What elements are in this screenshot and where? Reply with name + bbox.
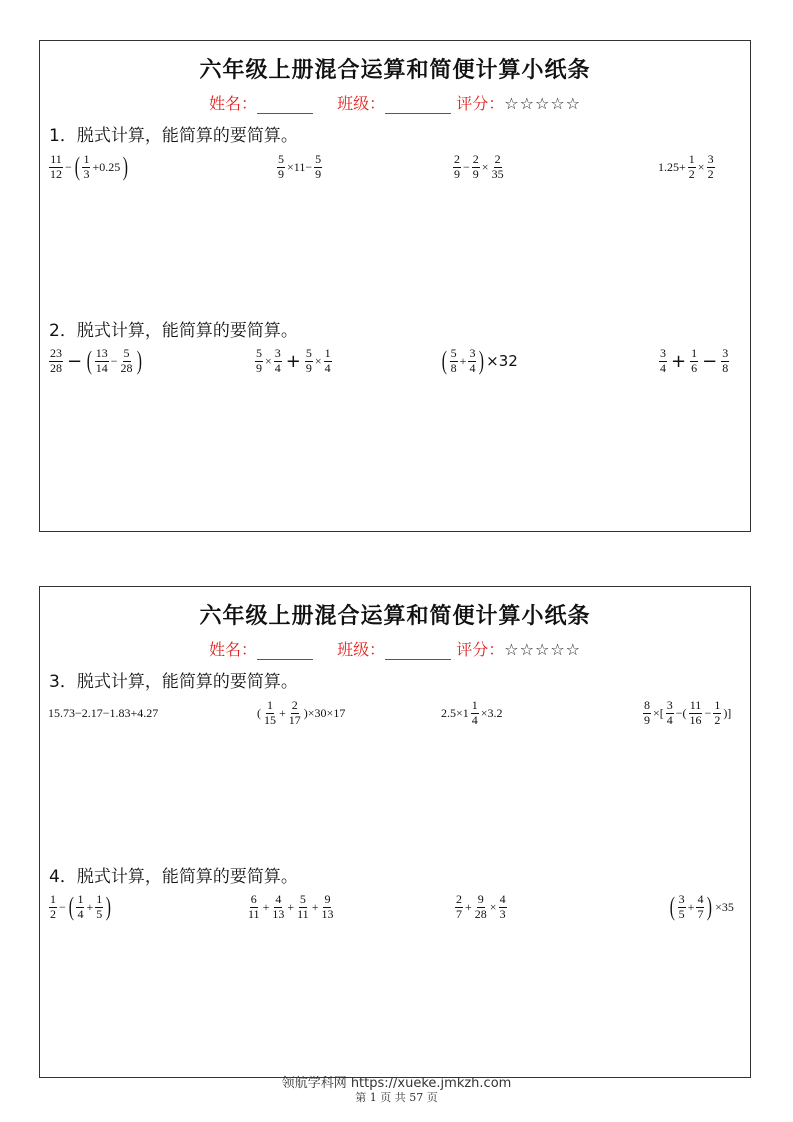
section-heading-4: 4．脱式计算，能简算的要简算。 [49, 867, 298, 887]
class-blank[interactable] [385, 97, 451, 114]
worksheet-title: 六年级上册混合运算和简便计算小纸条 [199, 604, 591, 629]
problem-1c: $\frac{2}{9}$ − $\frac{2}{9}$ × $\frac{2}{35}$ [454, 151, 504, 181]
problem-3d: $\frac{8}{9}$ ×[ $\frac{3}{4}$ −( $\frac{11}{16}$ − $\frac{1}{2}$ )] [644, 697, 732, 727]
section-heading-3: 3．脱式计算，能简算的要简算。 [49, 672, 298, 692]
source-footer: 领航学科网 https://xueke.jmkzh.com [281, 1076, 512, 1091]
problem-1a: $\frac{11}{12}$ − ( $\frac{1}{3}$ +0.25 ) [50, 151, 129, 181]
problem-1d: 1.25+ $\frac{1}{2}$ × $\frac{3}{2}$ [658, 151, 714, 181]
problem-4a: $\frac{1}{2}$ − ( $\frac{1}{4}$ + $\frac{1}{5}$ ) [50, 891, 112, 921]
rating-stars[interactable]: ☆☆☆☆☆ [504, 94, 582, 113]
problem-2c: ( $\frac{5}{8}$ + $\frac{3}{4}$ ) ×32 [441, 345, 518, 375]
student-info-line [40, 637, 750, 660]
problem-3b: ( $\frac{1}{15}$ + $\frac{2}{17}$ )×30×17 [257, 697, 346, 727]
problem-2b: $\frac{5}{9}$ × $\frac{3}{4}$ + $\frac{5}{9}$ × $\frac{1}{4}$ [256, 345, 331, 375]
worksheet-card-2 [39, 586, 751, 1078]
score-label: 评分： [456, 94, 505, 113]
name-blank[interactable] [257, 643, 313, 660]
problem-4b: $\frac{6}{11}$ + $\frac{4}{13}$ + $\frac{5}{11}$ + $\frac{9}{13}$ [248, 891, 334, 921]
page-number: 第 1 页 共 57 页 [355, 1091, 438, 1104]
problem-row-3 [48, 693, 742, 733]
class-label: 班级： [337, 640, 386, 659]
section-heading-2: 2．脱式计算，能简算的要简算。 [49, 321, 298, 341]
problem-row-2 [48, 341, 742, 381]
name-label: 姓名： [208, 640, 257, 659]
problem-4d: ( $\frac{3}{5}$ + $\frac{4}{7}$ ) ×35 [669, 891, 734, 921]
rating-stars[interactable]: ☆☆☆☆☆ [504, 640, 582, 659]
worksheet-card-1 [39, 40, 751, 532]
name-blank[interactable] [257, 97, 313, 114]
problem-4c: $\frac{2}{7}$ + $\frac{9}{28}$ × $\frac{4}{3}$ [456, 891, 506, 921]
worksheet-title: 六年级上册混合运算和简便计算小纸条 [199, 58, 591, 83]
problem-2a: $\frac{23}{28}$ − ( $\frac{13}{14}$ − $\frac{5}{28}$ ) [50, 345, 142, 375]
problem-row-1 [48, 147, 742, 187]
student-info-line [40, 91, 750, 114]
problem-3a: 15.73−2.17−1.83+4.27 [48, 705, 159, 720]
problem-row-4 [48, 887, 742, 927]
score-label: 评分： [456, 640, 505, 659]
problem-1b: $\frac{5}{9}$ ×11− $\frac{5}{9}$ [278, 151, 322, 181]
class-label: 班级： [337, 94, 386, 113]
class-blank[interactable] [385, 643, 451, 660]
problem-3c: 2.5×1 $\frac{1}{4}$ ×3.2 [441, 697, 503, 727]
problem-2d: $\frac{3}{4}$ + $\frac{1}{6}$ − $\frac{3}{8}$ [660, 345, 729, 375]
name-label: 姓名： [208, 94, 257, 113]
section-heading-1: 1．脱式计算，能简算的要简算。 [49, 126, 298, 146]
